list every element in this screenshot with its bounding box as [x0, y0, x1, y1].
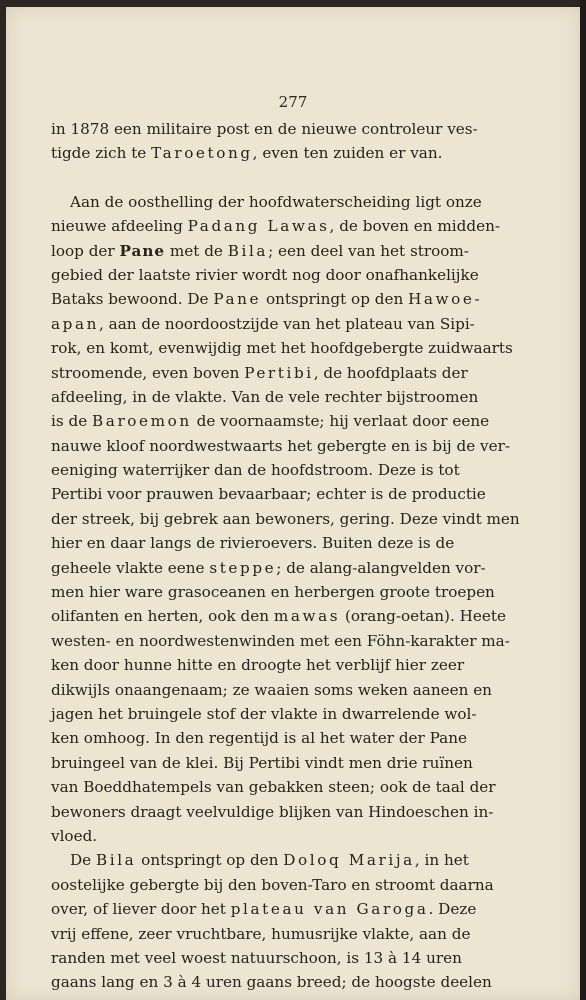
- text-run: randen met veel woest natuurschoon, is 13 à 14 uren: [51, 948, 462, 967]
- text-run: is de: [51, 412, 93, 431]
- book-page: [6, 7, 580, 1000]
- spaced-name: apan: [51, 314, 100, 333]
- text-line: [51, 873, 494, 897]
- text-line: [51, 922, 471, 946]
- text-run: , aan de noordoostzijde van het plateau van Sipi-: [99, 314, 475, 333]
- text-line: [51, 775, 496, 799]
- spaced-name: Bila: [96, 851, 137, 870]
- text-run: stroomende, even boven: [51, 363, 245, 382]
- text-run: der streek, bij gebrek aan bewoners, gering. Deze vindt men: [51, 509, 520, 528]
- text-line: [51, 751, 473, 775]
- text-run: de voornaamste; hij verlaat door eene: [191, 412, 490, 431]
- text-run: ; een deel van het stroom-: [268, 241, 469, 260]
- text-run: ontspringt op den: [261, 290, 409, 309]
- text-line: [51, 800, 494, 824]
- text-line: [51, 361, 468, 385]
- text-line: [51, 190, 482, 214]
- bold-name: Pane: [119, 241, 166, 260]
- text-run: afdeeling, in de vlakte. Van de vele rechter bijstroomen: [51, 387, 479, 406]
- text-line: [51, 507, 520, 531]
- text-run: , even ten zuiden er van.: [252, 144, 443, 163]
- text-run: gebied der laatste rivier wordt nog door onafhankelijke: [51, 265, 479, 284]
- text-run: ontspringt op den: [136, 851, 284, 870]
- text-run: rok, en komt, evenwijdig met het hoofdgebergte zuidwaarts: [51, 339, 513, 358]
- text-line: [51, 604, 506, 628]
- text-run: over, of liever door het: [51, 900, 231, 919]
- text-run: geheele vlakte eene: [51, 558, 210, 577]
- spaced-name: Pertibi: [244, 363, 314, 382]
- text-line: [51, 141, 443, 165]
- text-run: ; de alang-alangvelden vor-: [276, 558, 486, 577]
- text-run: dikwijls onaangenaam; ze waaien soms weken aaneen en: [51, 680, 492, 699]
- text-run: Aan de oosthelling der hoofdwaterscheiding ligt onze: [70, 192, 482, 211]
- body-text: [51, 117, 520, 995]
- paragraph-3: [51, 848, 494, 994]
- text-line: [51, 287, 483, 311]
- text-run: Pertibi voor prauwen bevaarbaar; echter is de productie: [51, 485, 486, 504]
- text-line: [51, 336, 513, 360]
- text-line: [51, 970, 492, 994]
- spaced-name: Taroetong: [151, 144, 253, 163]
- text-line: [51, 653, 465, 677]
- text-line: [51, 848, 469, 872]
- spaced-name: Pane: [213, 290, 262, 309]
- spaced-name: Doloq Marija: [283, 851, 415, 870]
- text-run: olifanten en herten, ook den: [51, 607, 274, 626]
- paragraph-1: [51, 117, 478, 166]
- spaced-name: Padang Lawas: [187, 217, 330, 236]
- text-line: [51, 824, 427, 848]
- paragraph-2: [51, 190, 520, 849]
- text-run: vloed.: [51, 826, 98, 845]
- text-run: met de: [165, 241, 228, 260]
- text-line: [51, 434, 510, 458]
- text-run: bruingeel van de klei. Bij Pertibi vindt men drie ruïnen: [51, 753, 473, 772]
- text-run: (orang-oetan). Heete: [340, 607, 506, 626]
- spaced-name: Baroemon: [92, 412, 192, 431]
- text-run: van Boeddhatempels van gebakken steen; ook de taal der: [51, 778, 496, 797]
- text-line: [51, 531, 455, 555]
- text-line: [51, 702, 477, 726]
- spaced-name: steppe: [209, 558, 277, 577]
- paragraph-gap: [51, 166, 427, 190]
- text-run: Bataks bewoond. De: [51, 290, 214, 309]
- spaced-name: Hawoe-: [408, 290, 483, 309]
- text-run: nauwe kloof noordwestwaarts het gebergte en is bij de ver-: [51, 436, 510, 455]
- text-line: [51, 239, 469, 263]
- text-line: [51, 556, 486, 580]
- text-run: bewoners draagt veelvuldige blijken van Hindoeschen in-: [51, 802, 494, 821]
- page-edge: [580, 0, 586, 1000]
- spaced-name: mawas: [273, 607, 341, 626]
- text-line: [51, 385, 479, 409]
- text-line: [51, 458, 460, 482]
- text-run: hier en daar langs de rivieroevers. Buiten deze is de: [51, 534, 455, 553]
- text-run: loop der: [51, 241, 120, 260]
- text-run: nieuwe afdeeling: [51, 217, 188, 236]
- text-run: in 1878 een militaire post en de nieuwe controleur ves-: [51, 120, 478, 138]
- text-run: ken omhoog. In den regentijd is al het water der Pane: [51, 729, 467, 748]
- text-line: [51, 946, 462, 970]
- text-run: tigde zich te: [51, 144, 152, 163]
- spaced-name: Bila: [227, 241, 269, 260]
- text-run: oostelijke gebergte bij den boven-Taro en stroomt daarna: [51, 875, 494, 894]
- text-run: De: [70, 851, 96, 870]
- text-line: [51, 629, 510, 653]
- text-line: [51, 117, 478, 141]
- text-run: . Deze: [428, 900, 477, 919]
- text-line: [51, 678, 492, 702]
- text-line: [51, 580, 495, 604]
- text-run: westen- en noordwestenwinden met een Föhn-karakter ma-: [51, 631, 510, 650]
- text-line: [51, 409, 490, 433]
- text-line: [51, 482, 486, 506]
- text-run: vrij effene, zeer vruchtbare, humusrijke vlakte, aan de: [51, 924, 471, 943]
- text-run: , in het: [414, 851, 469, 870]
- text-run: ken door hunne hitte en droogte het verblijf hier zeer: [51, 656, 465, 675]
- text-run: jagen het bruingele stof der vlakte in dwarrelende wol-: [51, 704, 477, 723]
- text-run: , de hoofdplaats der: [313, 363, 468, 382]
- text-line: [51, 263, 479, 287]
- spaced-name: plateau van Garoga: [230, 900, 429, 919]
- text-line: [51, 214, 500, 238]
- text-run: men hier ware grasoceanen en herbergen groote troepen: [51, 583, 495, 602]
- text-line: [51, 312, 475, 336]
- text-run: eeniging waterrijker dan de hoofdstroom. Deze is tot: [51, 461, 460, 480]
- text-line: [51, 897, 477, 921]
- text-run: , de boven en midden-: [329, 217, 500, 236]
- text-line: [51, 726, 467, 750]
- text-run: gaans lang en 3 à 4 uren gaans breed; de hoogste deelen: [51, 973, 492, 992]
- page-number: 277: [278, 93, 308, 111]
